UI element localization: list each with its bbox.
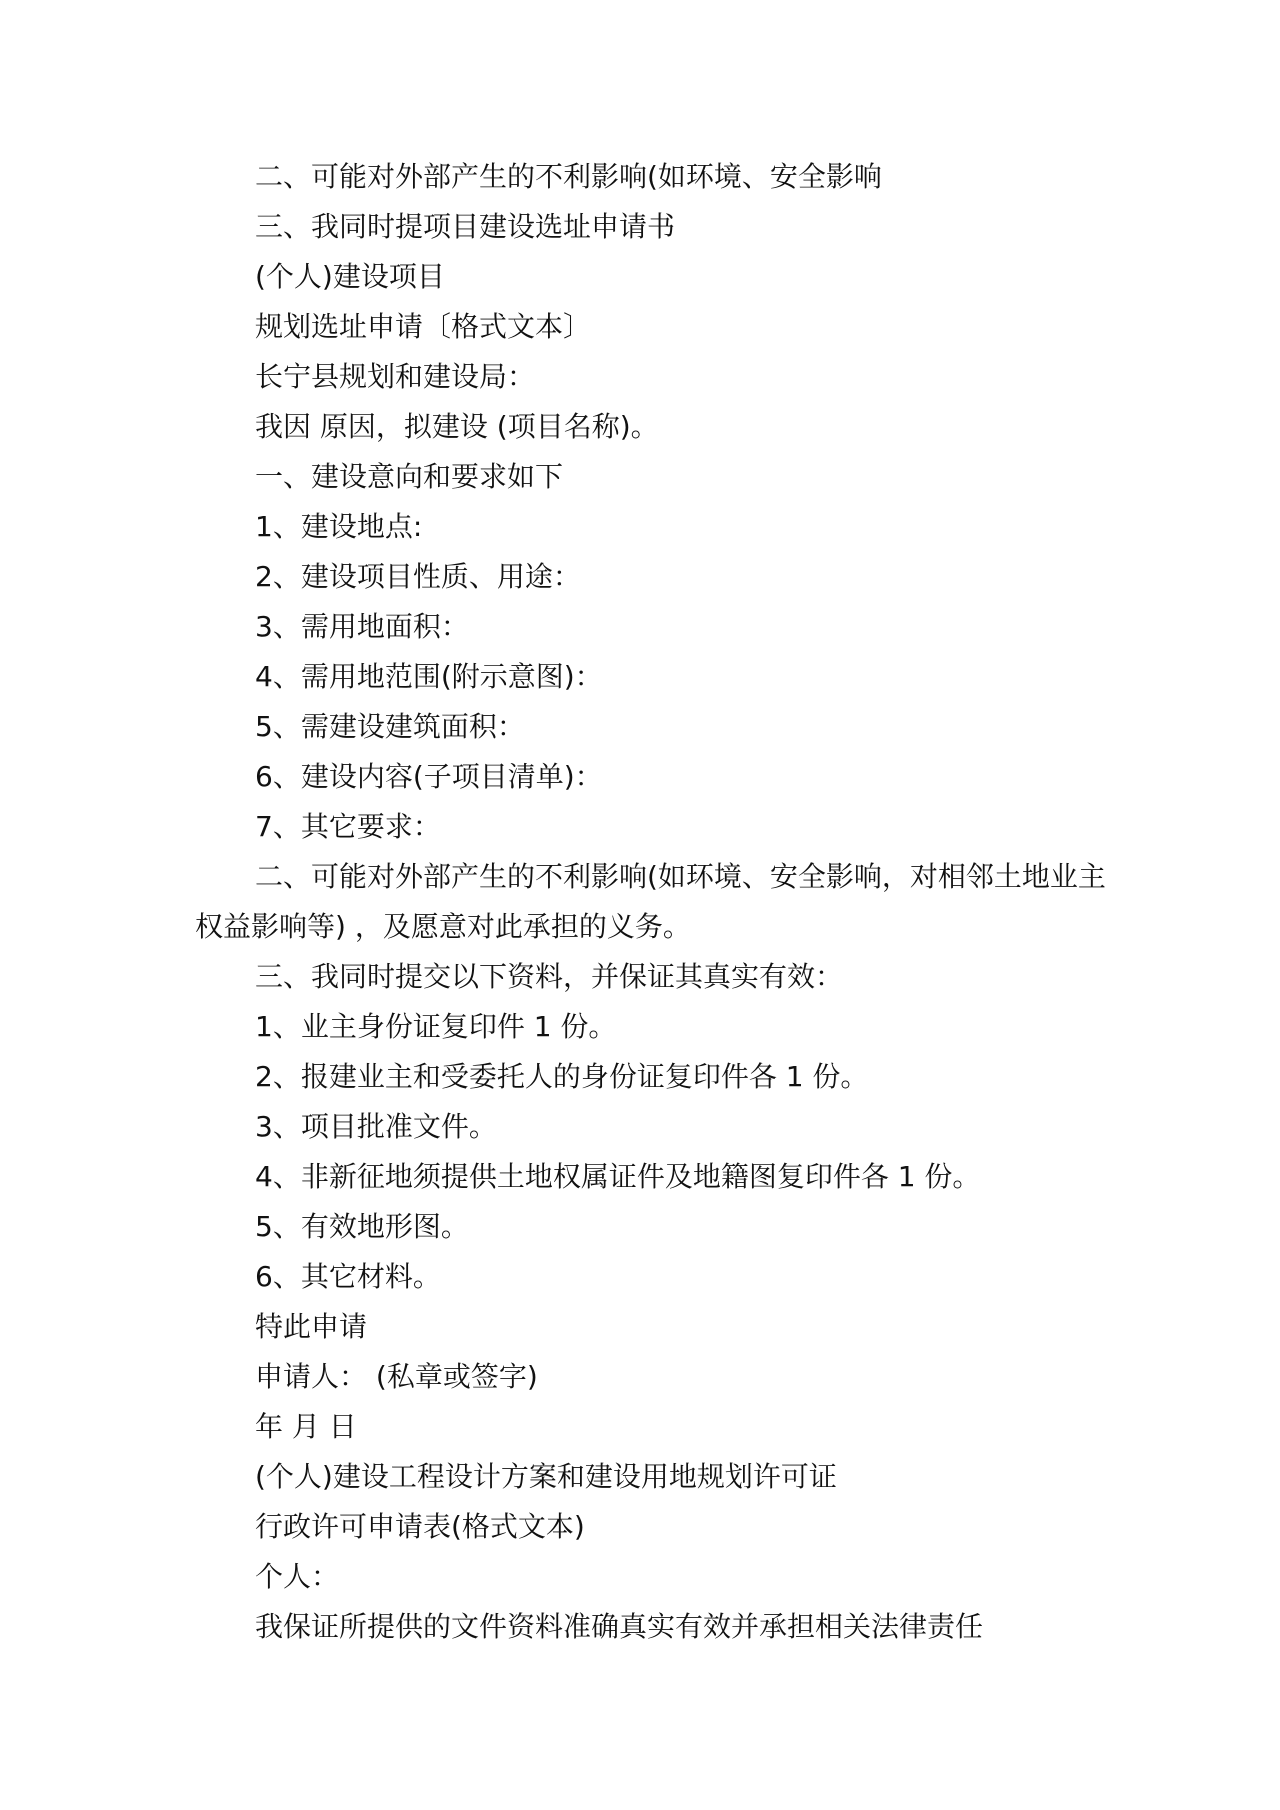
paragraph: 特此申请 <box>255 1310 368 1343</box>
paragraph: 行政许可申请表(格式文本) <box>255 1510 585 1543</box>
list-item: 5、需建设建筑面积： <box>255 710 525 743</box>
list-item: 1、业主身份证复印件 1 份。 <box>255 1010 617 1043</box>
signature-line: 申请人： (私章或签字) <box>255 1360 538 1393</box>
paragraph: 我保证所提供的文件资料准确真实有效并承担相关法律责任 <box>255 1610 984 1643</box>
list-item: 6、建设内容(子项目清单)： <box>255 760 603 793</box>
list-item: 7、其它要求： <box>255 810 441 843</box>
paragraph: 长宁县规划和建设局： <box>255 360 536 393</box>
list-item: 4、非新征地须提供土地权属证件及地籍图复印件各 1 份。 <box>255 1160 981 1193</box>
list-item: 5、有效地形图。 <box>255 1210 469 1243</box>
list-item: 2、建设项目性质、用途： <box>255 560 581 593</box>
document-body <box>195 152 1125 1652</box>
paragraph: 三、我同时提项目建设选址申请书 <box>255 210 676 243</box>
list-item: 1、建设地点: <box>255 510 423 543</box>
paragraph: (个人)建设工程设计方案和建设用地规划许可证 <box>255 1460 837 1493</box>
list-item: 4、需用地范围(附示意图)： <box>255 660 603 693</box>
list-item: 3、需用地面积： <box>255 610 469 643</box>
paragraph: (个人)建设项目 <box>255 260 445 293</box>
list-item: 3、项目批准文件。 <box>255 1110 497 1143</box>
date-line: 年 月 日 <box>255 1410 357 1443</box>
paragraph: 二、可能对外部产生的不利影响(如环境、安全影响 <box>255 160 882 193</box>
paragraph: 规划选址申请〔格式文本〕 <box>255 310 592 343</box>
list-item: 6、其它材料。 <box>255 1260 441 1293</box>
paragraph: 三、我同时提交以下资料，并保证其真实有效： <box>255 960 844 993</box>
paragraph: 一、建设意向和要求如下 <box>255 460 564 493</box>
list-item: 2、报建业主和受委托人的身份证复印件各 1 份。 <box>255 1060 869 1093</box>
paragraph: 个人： <box>255 1560 340 1593</box>
paragraph: 二、可能对外部产生的不利影响(如环境、安全影响，对相邻土地业主权益影响等) ，及愿意对此承担的义务。 <box>195 860 1106 943</box>
paragraph: 我因 原因，拟建设 (项目名称)。 <box>255 410 659 443</box>
